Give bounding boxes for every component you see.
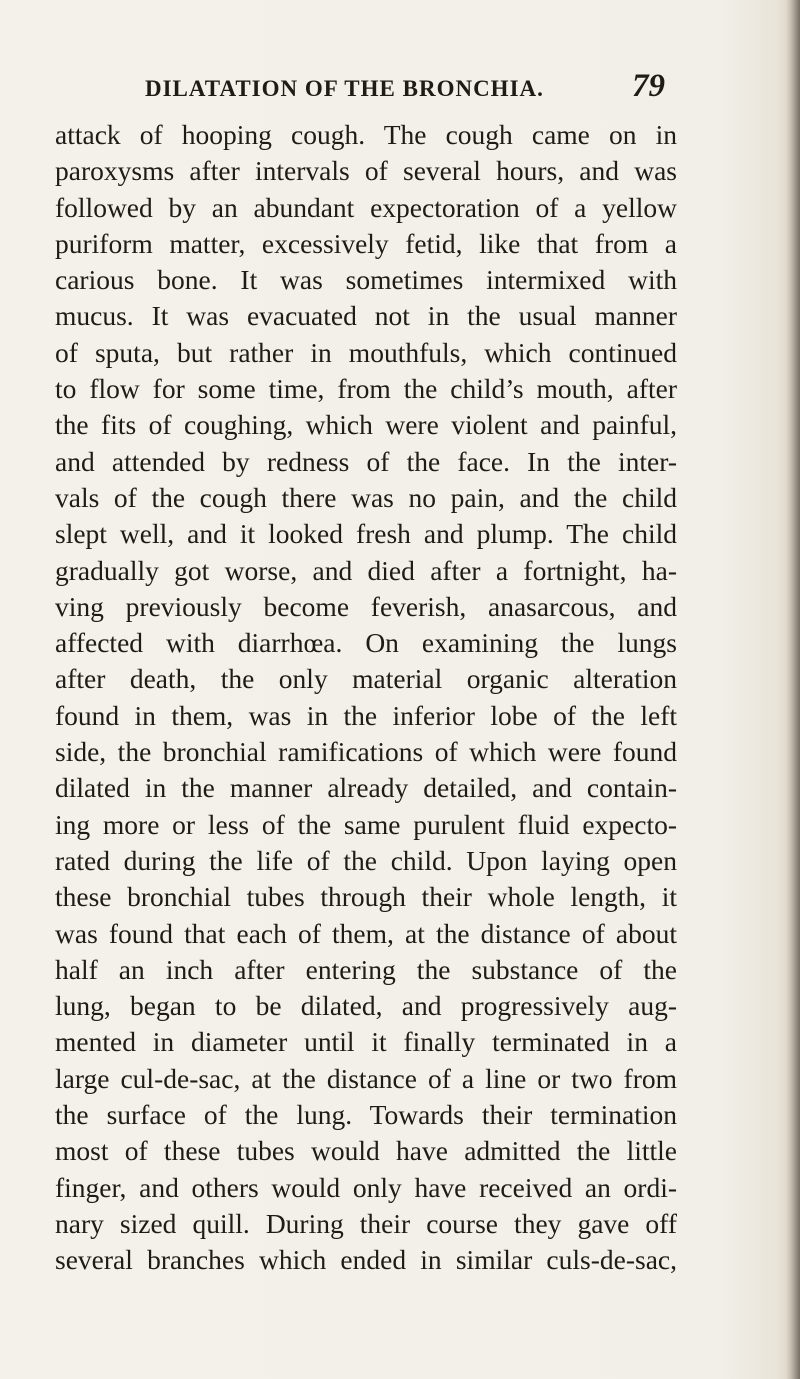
text-line: ving previously become feverish, anasarcous, and [55, 590, 677, 622]
running-title: DILATATION OF THE BRONCHIA. [145, 76, 544, 101]
text-line: several branches which ended in similar culs-de-sac, [55, 1244, 677, 1276]
text-line: paroxysms after intervals of several hours, and was [55, 155, 677, 187]
text-line: and attended by redness of the face. In the inter- [55, 445, 677, 477]
text-line: to flow for some time, from the child’s mouth, after [55, 373, 677, 405]
text-line: ing more or less of the same purulent fluid expecto- [55, 808, 677, 840]
text-line: vals of the cough there was no pain, and the child [55, 481, 677, 513]
text-line: after death, the only material organic alteration [55, 663, 677, 695]
text-line: side, the bronchial ramifications of which were found [55, 736, 677, 768]
body-text [55, 117, 677, 1279]
text-line: rated during the life of the child. Upon laying open [55, 844, 677, 876]
text-line: affected with diarrhœa. On examining the lungs [55, 627, 677, 659]
text-line: these bronchial tubes through their whole length, it [55, 881, 677, 913]
text-line: gradually got worse, and died after a fortnight, ha- [55, 554, 677, 586]
text-line: large cul-de-sac, at the distance of a line or two from [55, 1062, 677, 1094]
text-line: half an inch after entering the substance of the [55, 953, 677, 985]
text-line: the fits of coughing, which were violent and painful, [55, 409, 677, 441]
page-header [145, 68, 665, 108]
text-line: most of these tubes would have admitted the little [55, 1135, 677, 1167]
page-number: 79 [632, 68, 665, 104]
page-edge-shadow [786, 0, 800, 1379]
text-line: the surface of the lung. Towards their termination [55, 1099, 677, 1131]
text-line: slept well, and it looked fresh and plump. The child [55, 518, 677, 550]
text-line: puriform matter, excessively fetid, like that from a [55, 227, 677, 259]
text-line: dilated in the manner already detailed, and contain- [55, 772, 677, 804]
text-line: attack of hooping cough. The cough came on in [55, 119, 677, 150]
text-line: carious bone. It was sometimes intermixed with [55, 264, 677, 296]
text-line: nary sized quill. During their course they gave off [55, 1207, 677, 1239]
text-line: followed by an abundant expectoration of a yellow [55, 191, 677, 223]
text-line: found in them, was in the inferior lobe of the left [55, 699, 677, 731]
text-line: mucus. It was evacuated not in the usual manner [55, 300, 677, 332]
text-line: mented in diameter until it finally terminated in a [55, 1026, 677, 1058]
text-line: finger, and others would only have received an ordi- [55, 1171, 677, 1203]
text-line: lung, began to be dilated, and progressively aug- [55, 990, 677, 1022]
text-line: was found that each of them, at the distance of about [55, 917, 677, 949]
text-line: of sputa, but rather in mouthfuls, which continued [55, 336, 677, 368]
